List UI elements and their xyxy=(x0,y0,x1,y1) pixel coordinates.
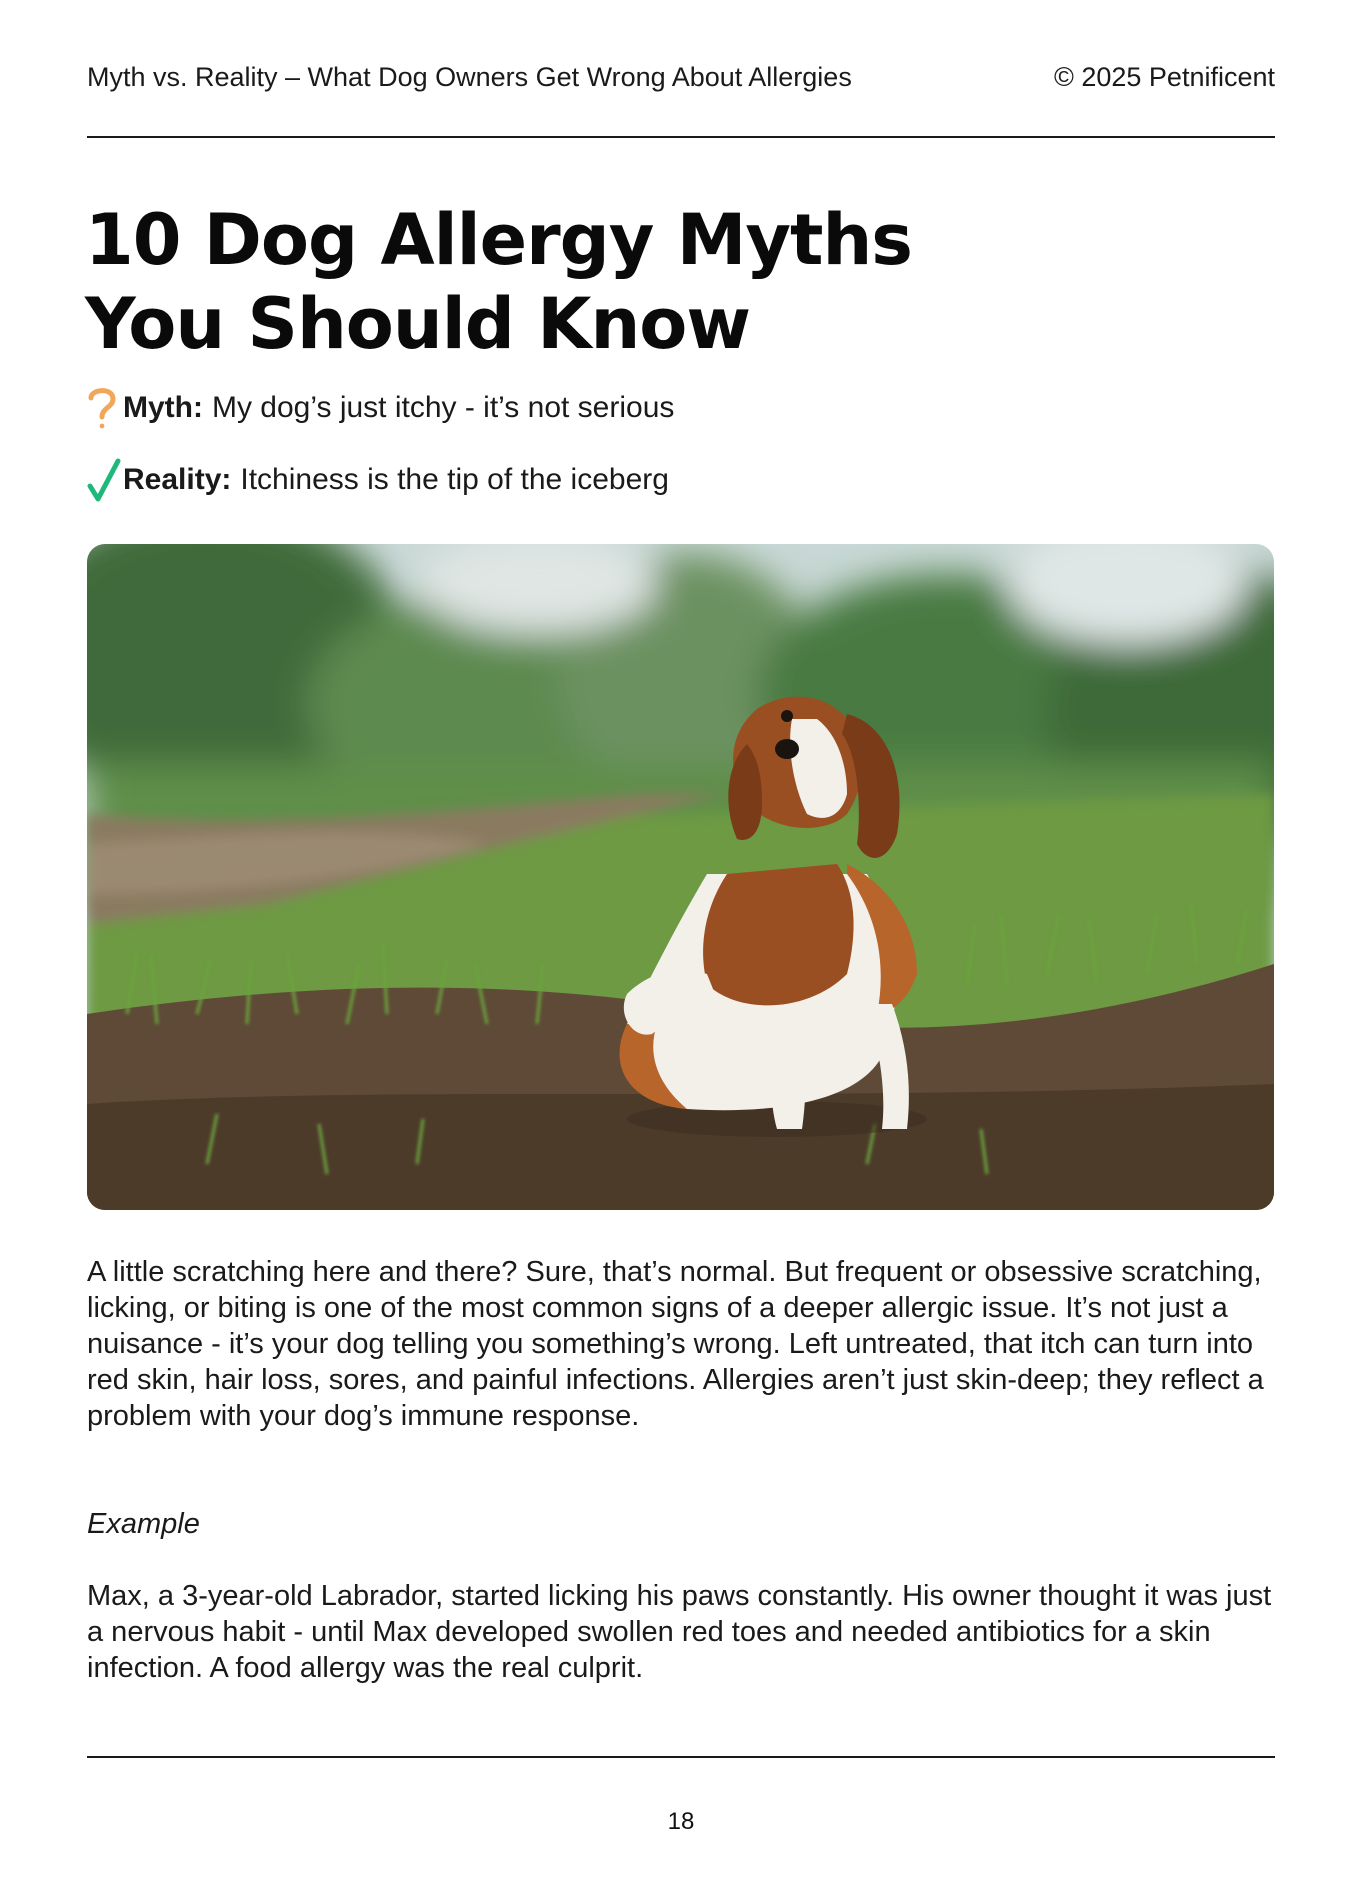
running-header xyxy=(87,62,1275,93)
header-copyright: © 2025 Petnificent xyxy=(1053,62,1275,92)
page-title xyxy=(85,198,985,366)
myth-label: Myth: xyxy=(123,391,203,424)
question-mark-icon xyxy=(87,384,123,432)
checkmark-icon xyxy=(87,456,123,504)
header-title: Myth vs. Reality – What Dog Owners Get Wrong About Allergies xyxy=(87,62,852,92)
body-paragraph-1: A little scratching here and there? Sure, that’s normal. But frequent or obsessive scratching, licking, or biting is one of the most common signs of a deeper allergic issue. It’s not just a nuisance - it’s your dog telling you something’s wrong. Left untreated, that itch can turn into red skin, hair loss, sores, and painful infections. Allergies aren’t just skin-deep; they reflect a problem with your dog’s immune response. xyxy=(87,1256,1264,1432)
page-number: 18 xyxy=(667,1808,695,1835)
reality-label: Reality: xyxy=(123,463,232,496)
myth-statement xyxy=(87,384,674,432)
myth-text: My dog’s just itchy - it’s not serious xyxy=(211,391,675,424)
reality-statement xyxy=(87,456,669,504)
body-paragraph-2: Max, a 3-year-old Labrador, started licking his paws constantly. His owner thought it was just a nervous habit - until Max developed swollen red toes and needed antibiotics for a skin infection. A food allergy was the real culprit. xyxy=(87,1580,1272,1684)
page-title-line-1: 10 Dog Allergy Myths xyxy=(85,199,912,281)
example-label: Example xyxy=(87,1508,200,1540)
beagle-scratching-photo xyxy=(87,544,1274,1210)
footer-divider xyxy=(87,1756,1275,1758)
reality-text: Itchiness is the tip of the iceberg xyxy=(240,463,669,496)
page-title-line-2: You Should Know xyxy=(85,283,751,365)
header-divider xyxy=(87,136,1275,138)
